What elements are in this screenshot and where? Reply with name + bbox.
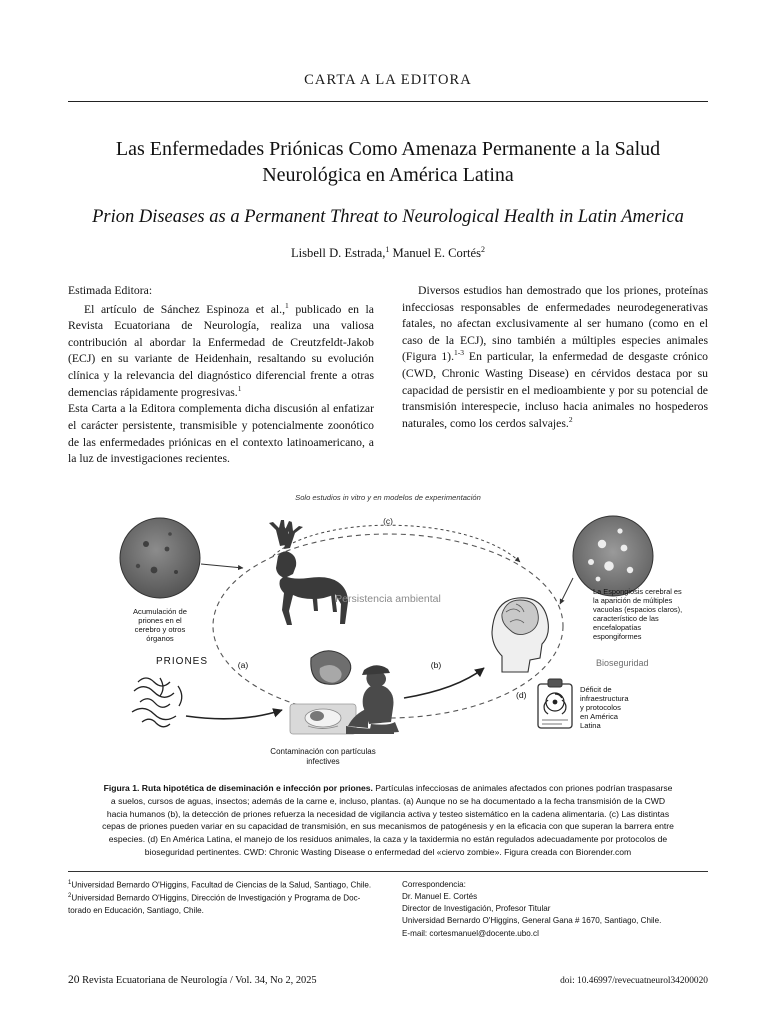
correspondence-address: Universidad Bernardo O'Higgins, General Gana # 1670, Santiago, Chile. [402, 916, 662, 926]
paragraph-left-1-a: El artículo de Sánchez Espinoza et al., [84, 302, 285, 316]
ref-mark-1: 1 [285, 300, 289, 310]
paragraph-right-1-a: Diversos estudios han demostrado que los priones, proteínas infecciosas responsables de enfermedades neurodegenerativas fatales, no afectan exclusivamente al ser humano (como en el caso de la ECJ), sino también a múltiples especies animales (Figura 1). [402, 284, 708, 364]
figure-1-graphic [68, 486, 708, 776]
correspondence-heading: Correspondencia: [402, 880, 466, 890]
deer-illustration [269, 520, 348, 625]
figure-label-spongiosis-5: encefalopatías [593, 622, 642, 632]
correspondence-email[interactable]: E-mail: cortesmanuel@docente.ubo.cl [402, 928, 539, 938]
author-two: Manuel E. Cortés [389, 246, 482, 261]
figure-label-contamination-1: Contaminación con partículas [270, 746, 376, 756]
figure-label-accumulation-4: órganos [146, 633, 174, 643]
salutation: Estimada Editora: [68, 284, 153, 298]
figure-label-spongiosis-2: la aparición de múltiples [593, 595, 673, 605]
figure-label-accumulation-3: cerebro y otros [134, 624, 186, 634]
author-list [68, 245, 708, 261]
page-title: Las Enfermedades Priónicas Como Amenaza Permanente a la Salud Neurológica en América Latina [115, 138, 661, 187]
author-two-affiliation-mark: 2 [481, 244, 486, 254]
figure-label-prions: PRIONES [156, 655, 209, 667]
affiliation-2-text-1: Universidad Bernardo O'Higgins, Dirección de Investigación y Programa de Doc- [71, 893, 361, 903]
figure-label-biosecurity: Bioseguridad [596, 657, 649, 668]
doi: doi: 10.46997/revecuatneurol34200020 [560, 976, 708, 986]
author-one: Lisbell D. Estrada, [290, 246, 386, 261]
meat-illustration [311, 651, 351, 684]
figure-label-deficit-5: Latina [580, 720, 601, 730]
figure-label-contamination-2: infectives [306, 756, 340, 766]
figure-caption [102, 782, 674, 859]
body-column-right [402, 283, 708, 468]
correspondence-name: Dr. Manuel E. Cortés [402, 892, 478, 902]
body-columns [68, 283, 708, 468]
figure-label-spongiosis-3: vacuolas (espacios claros), [593, 604, 683, 614]
figure-label-persistence: Persistencia ambiental [335, 592, 441, 605]
author-one-affiliation-mark: 1 [385, 244, 390, 254]
page-title-english: Prion Diseases as a Permanent Threat to Neurological Health in Latin America [92, 206, 684, 227]
figure-label-b: (b) [430, 659, 442, 670]
figure-label-a: (a) [237, 659, 249, 670]
prion-protein-illustration [132, 678, 182, 727]
figure-label-deficit-2: infraestructura [580, 693, 629, 703]
affiliation-2 [68, 892, 374, 905]
figure-label-deficit-4: en América [580, 711, 618, 721]
header-rule [68, 101, 708, 102]
correspondence-role: Director de Investigación, Profesor Titular [402, 904, 551, 914]
paragraph-right-1 [402, 283, 708, 432]
person-illustration [346, 665, 399, 734]
ref-mark-4: 2 [568, 415, 573, 424]
affiliation-2-mark: 2 [68, 892, 72, 899]
human-head-illustration [492, 598, 548, 672]
ref-mark-2: 1 [237, 383, 242, 393]
figure-label-spongiosis-4: característico de las [593, 613, 659, 623]
section-heading: CARTA A LA EDITORA [304, 72, 472, 88]
figure-caption-text: Partículas infecciosas de animales afectados con priones podrían traspasarse a suelos, cursos de aguas, insectos; además de la carne e, incluso, plantas. (a) Aunque no se ha documentado a la fecha transmisión de la CWD hacia humanos (b), la detección de priones refuerza la necesidad de vigilancia activa y testeo sistemático en la cadena alimentaria. (c) Las distintas cepas de priones pueden variar en su capacidad de transmisión, en sus mecanismos de patogénesis y en la eficacia con que superan la barrera entre especies. (d) En América Latina, el manejo de los residuos animales, la caza y la taxidermia no están regulados adecuadamente por protocolos de bioseguridad pertinentes. CWD: Chronic Wasting Disease o enfermedad del «ciervo zombie». Figura creada con Biorender.com [102, 782, 674, 858]
ref-mark-3: 1-3 [454, 348, 464, 358]
figure-label-accumulation-1: Acumulación de [132, 606, 188, 616]
affiliations [68, 879, 374, 940]
figure-label-top: Solo estudios in vitro y en modelos de experimentación [295, 492, 481, 502]
affiliation-1 [68, 879, 374, 892]
figure-label-accumulation-2: priones en el [138, 615, 182, 625]
figure-label-deficit-3: y protocolos [580, 702, 621, 712]
figure-label-c: (c) [383, 515, 393, 526]
figure-label-deficit-1: Déficit de [580, 684, 612, 694]
page-number: 20 [68, 974, 80, 986]
affiliation-1-text: Universidad Bernardo O'Higgins, Facultad de Ciencias de la Salud, Santiago, Chile. [71, 880, 372, 890]
footer-rule [68, 871, 708, 872]
figure-label-spongiosis-6: espongiformes [593, 631, 642, 641]
paragraph-left-2: Esta Carta a la Editora complementa dicha discusión al enfatizar el carácter persistente, transmisible y potencialmente zoonótico de las enfermedades priónicas en el contexto latinoamericano, a la luz de investigaciones recientes. [68, 402, 374, 466]
figure-label-spongiosis-1: La Espongiosis cerebral es [593, 586, 682, 596]
journal-reference: Revista Ecuatoriana de Neurología / Vol. 34, No 2, 2025 [82, 975, 317, 986]
figure-label-d: (d) [516, 689, 527, 700]
paragraph-left-1 [68, 302, 374, 402]
footer-columns [68, 879, 708, 940]
correspondence [402, 879, 708, 940]
footer-left [68, 974, 317, 986]
page-footer [68, 974, 708, 986]
affiliation-2-cont: torado en Educación, Santiago, Chile. [68, 905, 204, 915]
figure-caption-title: Figura 1. Ruta hipotética de diseminación e infección por priones. [103, 782, 373, 793]
body-column-left [68, 283, 374, 468]
paragraph-right-1-b: En particular, la enfermedad de desgaste crónico (CWD, Chronic Wasting Disease) en cérvidos destaca por su capacidad de persistir en el medioambiente y por su potencial de transmisión interespecie, incluso hacia animales no hospederos naturales, como los cerdos salvajes. [402, 350, 708, 430]
affiliation-1-mark: 1 [68, 880, 72, 887]
paragraph-left-1-b: publicado en la Revista Ecuatoriana de Neurología, realiza una valiosa contribución al abordar la Enfermedad de Creutzfeldt-Jakob (ECJ) en su variante de Heidenhain, resaltando su evolución clínica y la relevancia del diagnóstico diferencial frente a otras demencias rápidamente progresivas. [68, 302, 374, 399]
clipboard-biohazard-icon [538, 679, 572, 728]
figure-1 [68, 486, 708, 776]
